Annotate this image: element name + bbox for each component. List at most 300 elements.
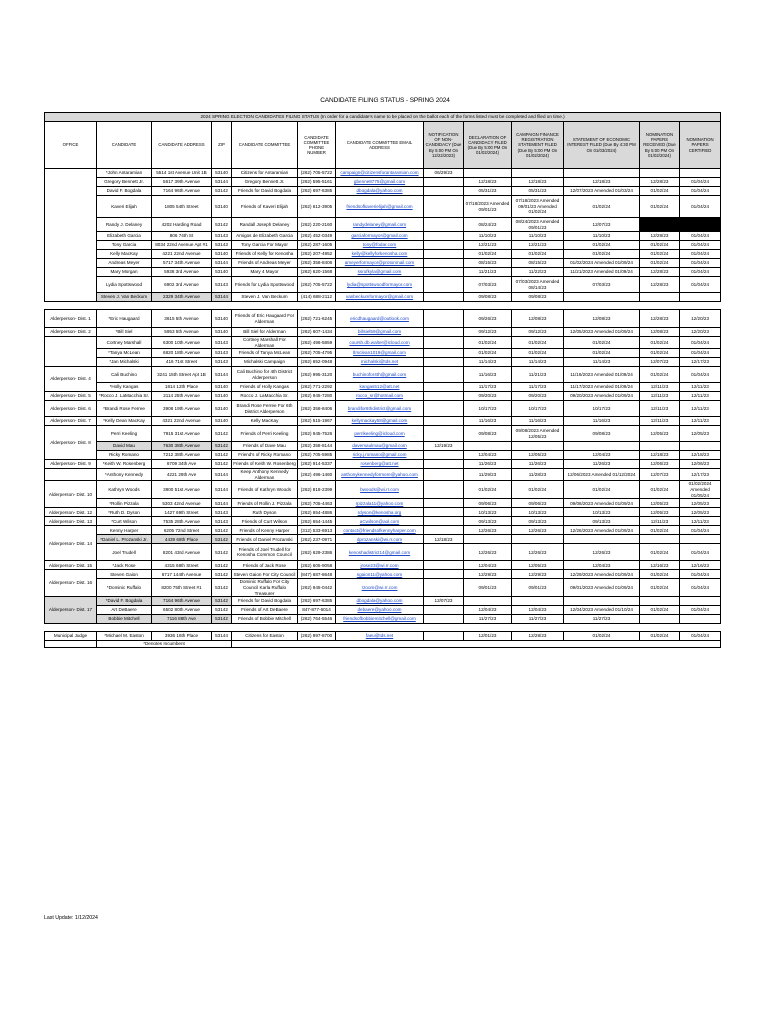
nomination-received-cell: 01/02/24 [640, 196, 680, 218]
declaration-cell [464, 442, 512, 451]
email-cell[interactable]: tony@fodar.com [336, 241, 424, 250]
declaration-cell: 11/10/23 [464, 232, 512, 241]
email-cell[interactable]: bwoods@wi.rr.com [336, 481, 424, 499]
email-cell[interactable]: ericdhaugaard@outlook.com [336, 310, 424, 328]
committee-cell: Cali Buchino for 4th District Alderperson [232, 367, 298, 383]
nomination-certified-cell: 01/04/24 [680, 349, 721, 358]
declaration-cell: 12/04/23 [464, 606, 512, 615]
zip-cell: 53140 [212, 401, 232, 417]
economic-interest-cell: 07/03/23 [564, 277, 640, 293]
address-cell: 416 71st Street [152, 358, 212, 367]
address-cell: 6709 34th Ave [152, 460, 212, 469]
candidate-cell: Lydia Spottswood [97, 277, 152, 293]
address-cell: 6502 80th Avenue [152, 606, 212, 615]
declaration-cell: 10/17/23 [464, 401, 512, 417]
nomination-received-cell: 01/02/24 [640, 259, 680, 268]
address-cell: 2329 34th Avenue [152, 293, 212, 302]
candidate-cell: *Rocco J. LaMacchia Sr. [97, 392, 152, 401]
registration-cell: 01/02/24 [512, 349, 564, 358]
registration-cell: 09/01/23 [512, 579, 564, 597]
non-candidacy-cell [424, 337, 464, 349]
nomination-certified-cell: 01/04/24 [680, 579, 721, 597]
economic-interest-cell: 11/26/23 [564, 460, 640, 469]
phone-cell: (262) 452-0349 [298, 232, 336, 241]
table-row [45, 401, 721, 417]
non-candidacy-cell: 06/29/23 [424, 169, 464, 178]
non-candidacy-cell [424, 277, 464, 293]
nomination-received-cell [640, 169, 680, 178]
zip-cell: 53144 [212, 259, 232, 268]
nomination-received-cell: 01/02/24 [640, 241, 680, 250]
registration-cell: 12/21/23 [512, 241, 564, 250]
candidate-cell: David Mau [97, 442, 152, 451]
phone-cell: (262) 705-5722 [298, 169, 336, 178]
nomination-certified-cell: 01/04/24 [680, 570, 721, 579]
candidate-cell: Bobbie Mitchell [97, 615, 152, 624]
zip-cell: 53142 [212, 218, 232, 232]
economic-interest-cell: 09/08/23 [564, 426, 640, 442]
email-cell[interactable]: perrikeeling@icloud.com [336, 426, 424, 442]
economic-interest-cell: 01/02/24 [564, 337, 640, 349]
declaration-cell: 12/18/23 [464, 178, 512, 187]
registration-cell: 09/06/23 [512, 499, 564, 508]
zip-cell: 53140 [212, 268, 232, 277]
address-cell: 6902 3rd Avenue [152, 277, 212, 293]
committee-cell: Keep Anthony Kennedy Alderman [232, 469, 298, 481]
candidate-cell: Kathryn Woods [97, 481, 152, 499]
address-cell: 5617 39th Avenue [152, 178, 212, 187]
economic-interest-cell: 12/04/2023 Amended 01/10/24 [564, 606, 640, 615]
nomination-received-cell: 12/11/23 [640, 401, 680, 417]
committee-cell: Friends of Bobbie Mitchell [232, 615, 298, 624]
last-update: Last Update: 1/12/2024 [44, 915, 98, 921]
declaration-cell: 12/01/23 [464, 632, 512, 641]
zip-cell: 53142 [212, 451, 232, 460]
zip-cell: 53142 [212, 615, 232, 624]
email-cell[interactable]: vanbeckumformayor@gmail.com [336, 293, 424, 302]
nomination-received-cell [640, 442, 680, 451]
registration-cell: 08/15/23 [512, 259, 564, 268]
candidate-cell: *Keith W. Rosenberg [97, 460, 152, 469]
economic-interest-cell: 12/05/2023 Amended 01/09/24 [564, 328, 640, 337]
phone-cell: (262) 705-4463 [298, 499, 336, 508]
email-cell[interactable]: contact@friendsofkennyharper.com [336, 526, 424, 535]
table-row [45, 178, 721, 187]
phone-cell: (262) 287-1605 [298, 241, 336, 250]
nomination-certified-cell: 01/02/2024 Amended 01/05/24 [680, 481, 721, 499]
declaration-cell: 09/08/23 [464, 293, 512, 302]
candidate-cell: Kaveri Elijah [97, 196, 152, 218]
economic-interest-cell: 11/10/23 [564, 232, 640, 241]
email-cell[interactable]: kangas512@att.net [336, 383, 424, 392]
column-header: CANDIDATE [97, 122, 152, 169]
nomination-certified-cell: 01/04/24 [680, 367, 721, 383]
candidate-cell: Randy J. Delaney [97, 218, 152, 232]
email-cell[interactable]: coursh.db.walter@icloud.com [336, 337, 424, 349]
address-cell: 806 74th St [152, 232, 212, 241]
declaration-cell [464, 597, 512, 606]
email-cell[interactable]: anthonykennedyformore@yahoo.com [336, 469, 424, 481]
registration-cell: 12/18/23 [512, 178, 564, 187]
non-candidacy-cell [424, 544, 464, 561]
phone-cell: (262) 654-1445 [298, 517, 336, 526]
zip-cell: 53142 [212, 579, 232, 597]
nomination-received-cell: 01/02/24 [640, 481, 680, 499]
nomination-received-cell: 12/08/23 [640, 328, 680, 337]
address-cell: 7535 28th Avenue [152, 517, 212, 526]
email-cell[interactable]: ricky.j.romano@gmail.com [336, 451, 424, 460]
economic-interest-cell: 11/16/2023 Amended 01/09/24 [564, 367, 640, 383]
economic-interest-cell: 12/04/23 [564, 451, 640, 460]
candidate-cell: *Rollin Pizzala [97, 499, 152, 508]
nomination-certified-cell: 12/18/23 [680, 451, 721, 460]
email-cell[interactable]: rzoom@wi.rr.com [336, 579, 424, 597]
office-cell: Alderperson- Dist. 13 [45, 517, 97, 526]
registration-cell: 12/04/23 [512, 606, 564, 615]
phone-cell: (262) 945-7280 [298, 392, 336, 401]
zip-cell: 53140 [212, 383, 232, 392]
economic-interest-cell: 11/14/23 [564, 358, 640, 367]
candidate-cell: Ricky Romano [97, 451, 152, 460]
nomination-received-cell: 01/02/24 [640, 632, 680, 641]
address-cell: 6820 18th Avenue [152, 349, 212, 358]
email-cell[interactable]: rocco_sr@hotmail.com [336, 392, 424, 401]
candidate-cell: Gregory Bennett Jr. [97, 178, 152, 187]
table-row [45, 417, 721, 426]
office-cell [45, 169, 97, 302]
candidate-cell: Steven Gaion [97, 570, 152, 579]
declaration-cell: 09/20/23 [464, 392, 512, 401]
non-candidacy-cell [424, 328, 464, 337]
email-cell[interactable]: davemaulmau@gmail.com [336, 442, 424, 451]
candidate-cell: Perri Keeling [97, 426, 152, 442]
candidate-filing-table [44, 112, 721, 648]
committee-cell: Friends of Kaveri Elijah [232, 196, 298, 218]
email-cell[interactable]: kelly@kellyforkenosha.com [336, 250, 424, 259]
registration-cell: 07/03/2023 Amended 08/14/23 [512, 277, 564, 293]
declaration-cell: 12/26/23 [464, 544, 512, 561]
candidate-cell: *Ruth D. Dyson [97, 508, 152, 517]
column-header: ZIP [212, 122, 232, 169]
phone-cell: (262) 612-3905 [298, 196, 336, 218]
non-candidacy-cell [424, 632, 464, 641]
email-cell[interactable]: ameyerformayor@protonmail.com [336, 259, 424, 268]
registration-cell: 09/12/23 [512, 328, 564, 337]
nomination-certified-cell: 12/11/23 [680, 401, 721, 417]
address-cell: 7164 96th Avenue [152, 187, 212, 196]
non-candidacy-cell [424, 561, 464, 570]
nomination-certified-cell: 01/04/24 [680, 337, 721, 349]
email-cell[interactable]: friendsofkaverielijah@gmail.com [336, 196, 424, 218]
nomination-certified-cell: 01/04/24 [680, 606, 721, 615]
table-row [45, 196, 721, 218]
address-cell: 1814 12th Place [152, 383, 212, 392]
nomination-certified-cell: 12/17/23 [680, 358, 721, 367]
email-cell[interactable]: billsiel59@gmail.com [336, 328, 424, 337]
declaration-cell: 01/02/24 [464, 481, 512, 499]
committee-cell: Steven Gaion For City Council [232, 570, 298, 579]
registration-cell: 11/21/23 [512, 367, 564, 383]
nomination-certified-cell [680, 535, 721, 544]
committee-cell: Brandi Rose Ferree For 6th District Alderperson [232, 401, 298, 417]
office-cell [45, 469, 97, 481]
non-candidacy-cell [424, 417, 464, 426]
declaration-cell: 09/13/23 [464, 517, 512, 526]
nomination-received-cell: 01/02/24 [640, 367, 680, 383]
declaration-cell [464, 169, 512, 178]
zip-cell: 53143 [212, 517, 232, 526]
address-cell: 6717 144th Avenue [152, 570, 212, 579]
economic-interest-cell: 11/16/23 [564, 417, 640, 426]
address-cell: 5953 5th Avenue [152, 328, 212, 337]
email-cell[interactable]: friendsofbobbiemitchell@gmail.com [336, 615, 424, 624]
nomination-received-cell: 12/06/23 [640, 460, 680, 469]
nomination-received-cell: 12/07/23 [640, 358, 680, 367]
non-candidacy-cell [424, 250, 464, 259]
committee-cell: Friends of Jack Rose [232, 561, 298, 570]
declaration-cell: 05/31/23 [464, 187, 512, 196]
nomination-received-cell [640, 597, 680, 606]
registration-cell: 11/17/23 [512, 383, 564, 392]
registration-cell [512, 169, 564, 178]
nomination-received-cell: 12/05/23 [640, 499, 680, 508]
registration-cell: 09/13/23 [512, 517, 564, 526]
phone-cell: (262) 945-0442 [298, 579, 336, 597]
address-cell: 7164 96th Avenue [152, 597, 212, 606]
email-cell[interactable]: tlmclean1019@gmail.com [336, 349, 424, 358]
phone-cell: (262) 207-4952 [298, 250, 336, 259]
table-row [45, 526, 721, 535]
nomination-certified-cell: 12/11/23 [680, 392, 721, 401]
nomination-received-cell: 12/18/23 [640, 451, 680, 460]
nomination-received-cell: 12/05/23 [640, 426, 680, 442]
declaration-cell: 10/13/23 [464, 508, 512, 517]
phone-cell: (262) 595-5161 [298, 178, 336, 187]
table-row [45, 535, 721, 544]
nomination-certified-cell [680, 442, 721, 451]
non-candidacy-cell [424, 367, 464, 383]
zip-cell: 53143 [212, 337, 232, 349]
table-row [45, 561, 721, 570]
email-cell[interactable]: brandifor6thdistrict@gmail.com [336, 401, 424, 417]
declaration-cell: 09/12/23 [464, 328, 512, 337]
candidate-cell: Andreas Meyer [97, 259, 152, 268]
zip-cell: 53144 [212, 499, 232, 508]
email-cell[interactable]: michalski@tds.net [336, 358, 424, 367]
zip-cell: 53142 [212, 597, 232, 606]
nomination-received-cell: 12/16/23 [640, 561, 680, 570]
office-cell: Municipal Judge [45, 632, 97, 641]
table-row [45, 277, 721, 293]
table-row [45, 337, 721, 349]
committee-cell: Mary 4 Mayor [232, 268, 298, 277]
committee-cell: Friends of Eric Haugaard For Alderman [232, 310, 298, 328]
address-cell: 5303 42nd Avenue [152, 499, 212, 508]
phone-cell: (262) 358-8144 [298, 442, 336, 451]
economic-interest-cell: 12/26/23 [564, 544, 640, 561]
non-candidacy-cell [424, 232, 464, 241]
email-cell[interactable]: kenoshadistrict14@gmail.com [336, 544, 424, 561]
committee-cell: Friends of Dave Mau [232, 442, 298, 451]
committee-cell: Friends for Lydia Spottswood [232, 277, 298, 293]
candidate-cell: *David F. Bogdala [97, 597, 152, 606]
nomination-certified-cell [680, 169, 721, 178]
non-candidacy-cell [424, 268, 464, 277]
email-cell[interactable]: sgaion11@yahoo.com [336, 570, 424, 579]
economic-interest-cell: 12/07/2023 Amended 01/03/24 [564, 187, 640, 196]
committee-cell: Amigos de Elizabeth Garcia [232, 232, 298, 241]
non-candidacy-cell [424, 392, 464, 401]
phone-cell: (262) 358-8406 [298, 259, 336, 268]
email-cell[interactable]: rdyson@kenosha.org [336, 508, 424, 517]
declaration-cell: 12/04/23 [464, 451, 512, 460]
non-candidacy-cell [424, 499, 464, 508]
candidate-cell: *Curt Wilson [97, 517, 152, 526]
zip-cell: 53143 [212, 508, 232, 517]
nomination-certified-cell: 01/04/24 [680, 632, 721, 641]
non-candidacy-cell [424, 481, 464, 499]
email-cell[interactable]: campaign@citizensforantaramian.com [336, 169, 424, 178]
email-cell[interactable]: buchinofor4th@gmail.com [336, 367, 424, 383]
table-row [45, 349, 721, 358]
candidate-cell: *Jack Rose [97, 561, 152, 570]
email-cell[interactable]: dprozanski@wi.rr.com [336, 535, 424, 544]
declaration-cell: 11/16/23 [464, 417, 512, 426]
non-candidacy-cell [424, 293, 464, 302]
candidate-cell: Cortney Marshall [97, 337, 152, 349]
table-row [45, 499, 721, 508]
economic-interest-cell [564, 293, 640, 302]
phone-cell: (262) 620-1568 [298, 268, 336, 277]
committee-cell: Citizens for Easton [232, 632, 298, 641]
candidate-cell: *Tanya McLean [97, 349, 152, 358]
non-candidacy-cell [424, 460, 464, 469]
phone-cell: (262) 945-7526 [298, 426, 336, 442]
nomination-received-cell: 01/02/24 [640, 337, 680, 349]
nomination-received-cell: 01/02/24 [640, 526, 680, 535]
address-cell: 5938 3rd Avenue [152, 268, 212, 277]
registration-cell: 01/02/24 [512, 481, 564, 499]
column-header: CANDIDATE COMMITTEE [232, 122, 298, 169]
email-cell[interactable]: ssrufkyla@gmail.com [336, 268, 424, 277]
nomination-certified-cell: 12/17/23 [680, 469, 721, 481]
phone-cell: (262) 771-2292 [298, 383, 336, 392]
nomination-certified-cell: 12/11/23 [680, 417, 721, 426]
registration-cell: 10/17/23 [512, 401, 564, 417]
candidate-cell: *Michael M. Easton [97, 632, 152, 641]
phone-cell: (262) 515-1967 [298, 417, 336, 426]
committee-cell: Tony Garcia For Mayor [232, 241, 298, 250]
non-candidacy-cell [424, 196, 464, 218]
email-cell[interactable]: rpizzala11@yahoo.com [336, 499, 424, 508]
declaration-cell: 01/02/24 [464, 337, 512, 349]
economic-interest-cell: 09/13/23 [564, 517, 640, 526]
registration-cell: 10/13/23 [512, 508, 564, 517]
nomination-certified-cell: 01/04/24 [680, 250, 721, 259]
phone-cell: (262) 705-4795 [298, 349, 336, 358]
zip-cell: 53144 [212, 178, 232, 187]
nomination-certified-cell: 12/05/23 [680, 499, 721, 508]
candidate-cell: Art DeBaere [97, 606, 152, 615]
non-candidacy-cell [424, 508, 464, 517]
declaration-cell: 12/21/23 [464, 241, 512, 250]
phone-cell: (262) 818-2399 [298, 481, 336, 499]
nomination-received-cell: 01/02/24 [640, 606, 680, 615]
nomination-certified-cell: 12/20/23 [680, 328, 721, 337]
nomination-certified-cell [680, 597, 721, 606]
registration-cell: 11/10/23 [512, 232, 564, 241]
office-cell: Alderperson- Dist. 4 [45, 367, 97, 392]
registration-cell [512, 442, 564, 451]
address-cell: 6300 10th Avenue [152, 337, 212, 349]
registration-cell: 12/05/23 [512, 451, 564, 460]
address-cell: 7116 88th Ave [152, 615, 212, 624]
email-cell[interactable]: jrose23@wi.rr.com [336, 561, 424, 570]
candidate-cell: Kenny Harper [97, 526, 152, 535]
address-cell: 7915 31st Avenue [152, 426, 212, 442]
table-row [45, 615, 721, 624]
nomination-certified-cell: 01/04/24 [680, 544, 721, 561]
economic-interest-cell: 01/02/24 [564, 196, 640, 218]
non-candidacy-cell [424, 218, 464, 232]
candidate-cell: David F. Bogdala [97, 187, 152, 196]
address-cell: 4221 29th Ave [152, 469, 212, 481]
nomination-received-cell: 12/11/23 [640, 392, 680, 401]
nomination-certified-cell: 12/05/23 [680, 426, 721, 442]
table-row [45, 232, 721, 241]
table-row [45, 606, 721, 615]
economic-interest-cell [564, 597, 640, 606]
column-header-row [45, 122, 721, 169]
non-candidacy-cell [424, 358, 464, 367]
economic-interest-cell: 09/20/2023 Amended 01/09/24 [564, 392, 640, 401]
email-cell[interactable]: faeu@tds.net [336, 632, 424, 641]
non-candidacy-cell [424, 451, 464, 460]
email-cell[interactable]: gbenne8775@gmail.com [336, 178, 424, 187]
email-cell[interactable]: debaere@yahoo.com [336, 606, 424, 615]
email-cell[interactable]: garciaformayor@gmail.com [336, 232, 424, 241]
column-header: CANDIDATE ADDRESS [152, 122, 212, 169]
email-cell[interactable]: dbogdala@yahoo.com [336, 597, 424, 606]
committee-cell: Friends for David Bogdala [232, 597, 298, 606]
economic-interest-cell: 01/02/24 [564, 250, 640, 259]
table-row [45, 392, 721, 401]
candidate-cell: Cali Buchino [97, 367, 152, 383]
address-cell: 3936 16th Place [152, 632, 212, 641]
phone-cell: (262) 697-6385 [298, 187, 336, 196]
email-cell[interactable]: kellymackay58@gmail.com [336, 417, 424, 426]
declaration-cell: 11/26/23 [464, 460, 512, 469]
email-cell[interactable]: aCwilson@aol.com [336, 517, 424, 526]
committee-cell: Gregory Bennett Jr. [232, 178, 298, 187]
economic-interest-cell [564, 169, 640, 178]
zip-cell: 53140 [212, 250, 232, 259]
declaration-cell [464, 535, 512, 544]
economic-interest-cell: 12/04/23 [564, 561, 640, 570]
office-cell: Alderperson- Dist. 5 [45, 392, 97, 401]
committee-cell: Friends of Kathryn Woods [232, 481, 298, 499]
economic-interest-cell: 12/18/23 [564, 178, 640, 187]
non-candidacy-cell [424, 241, 464, 250]
nomination-received-cell: 01/02/24 [640, 544, 680, 561]
email-cell[interactable]: rosenberg@att.net [336, 460, 424, 469]
phone-cell: (262) 697-6385 [298, 597, 336, 606]
zip-cell: 53142 [212, 561, 232, 570]
email-cell[interactable]: lydia@spottswoodformayor.com [336, 277, 424, 293]
email-cell[interactable]: randydelaney@gmail.com [336, 218, 424, 232]
phone-cell: (262) 629-2386 [298, 544, 336, 561]
email-cell[interactable]: dbogdala@yahoo.com [336, 187, 424, 196]
